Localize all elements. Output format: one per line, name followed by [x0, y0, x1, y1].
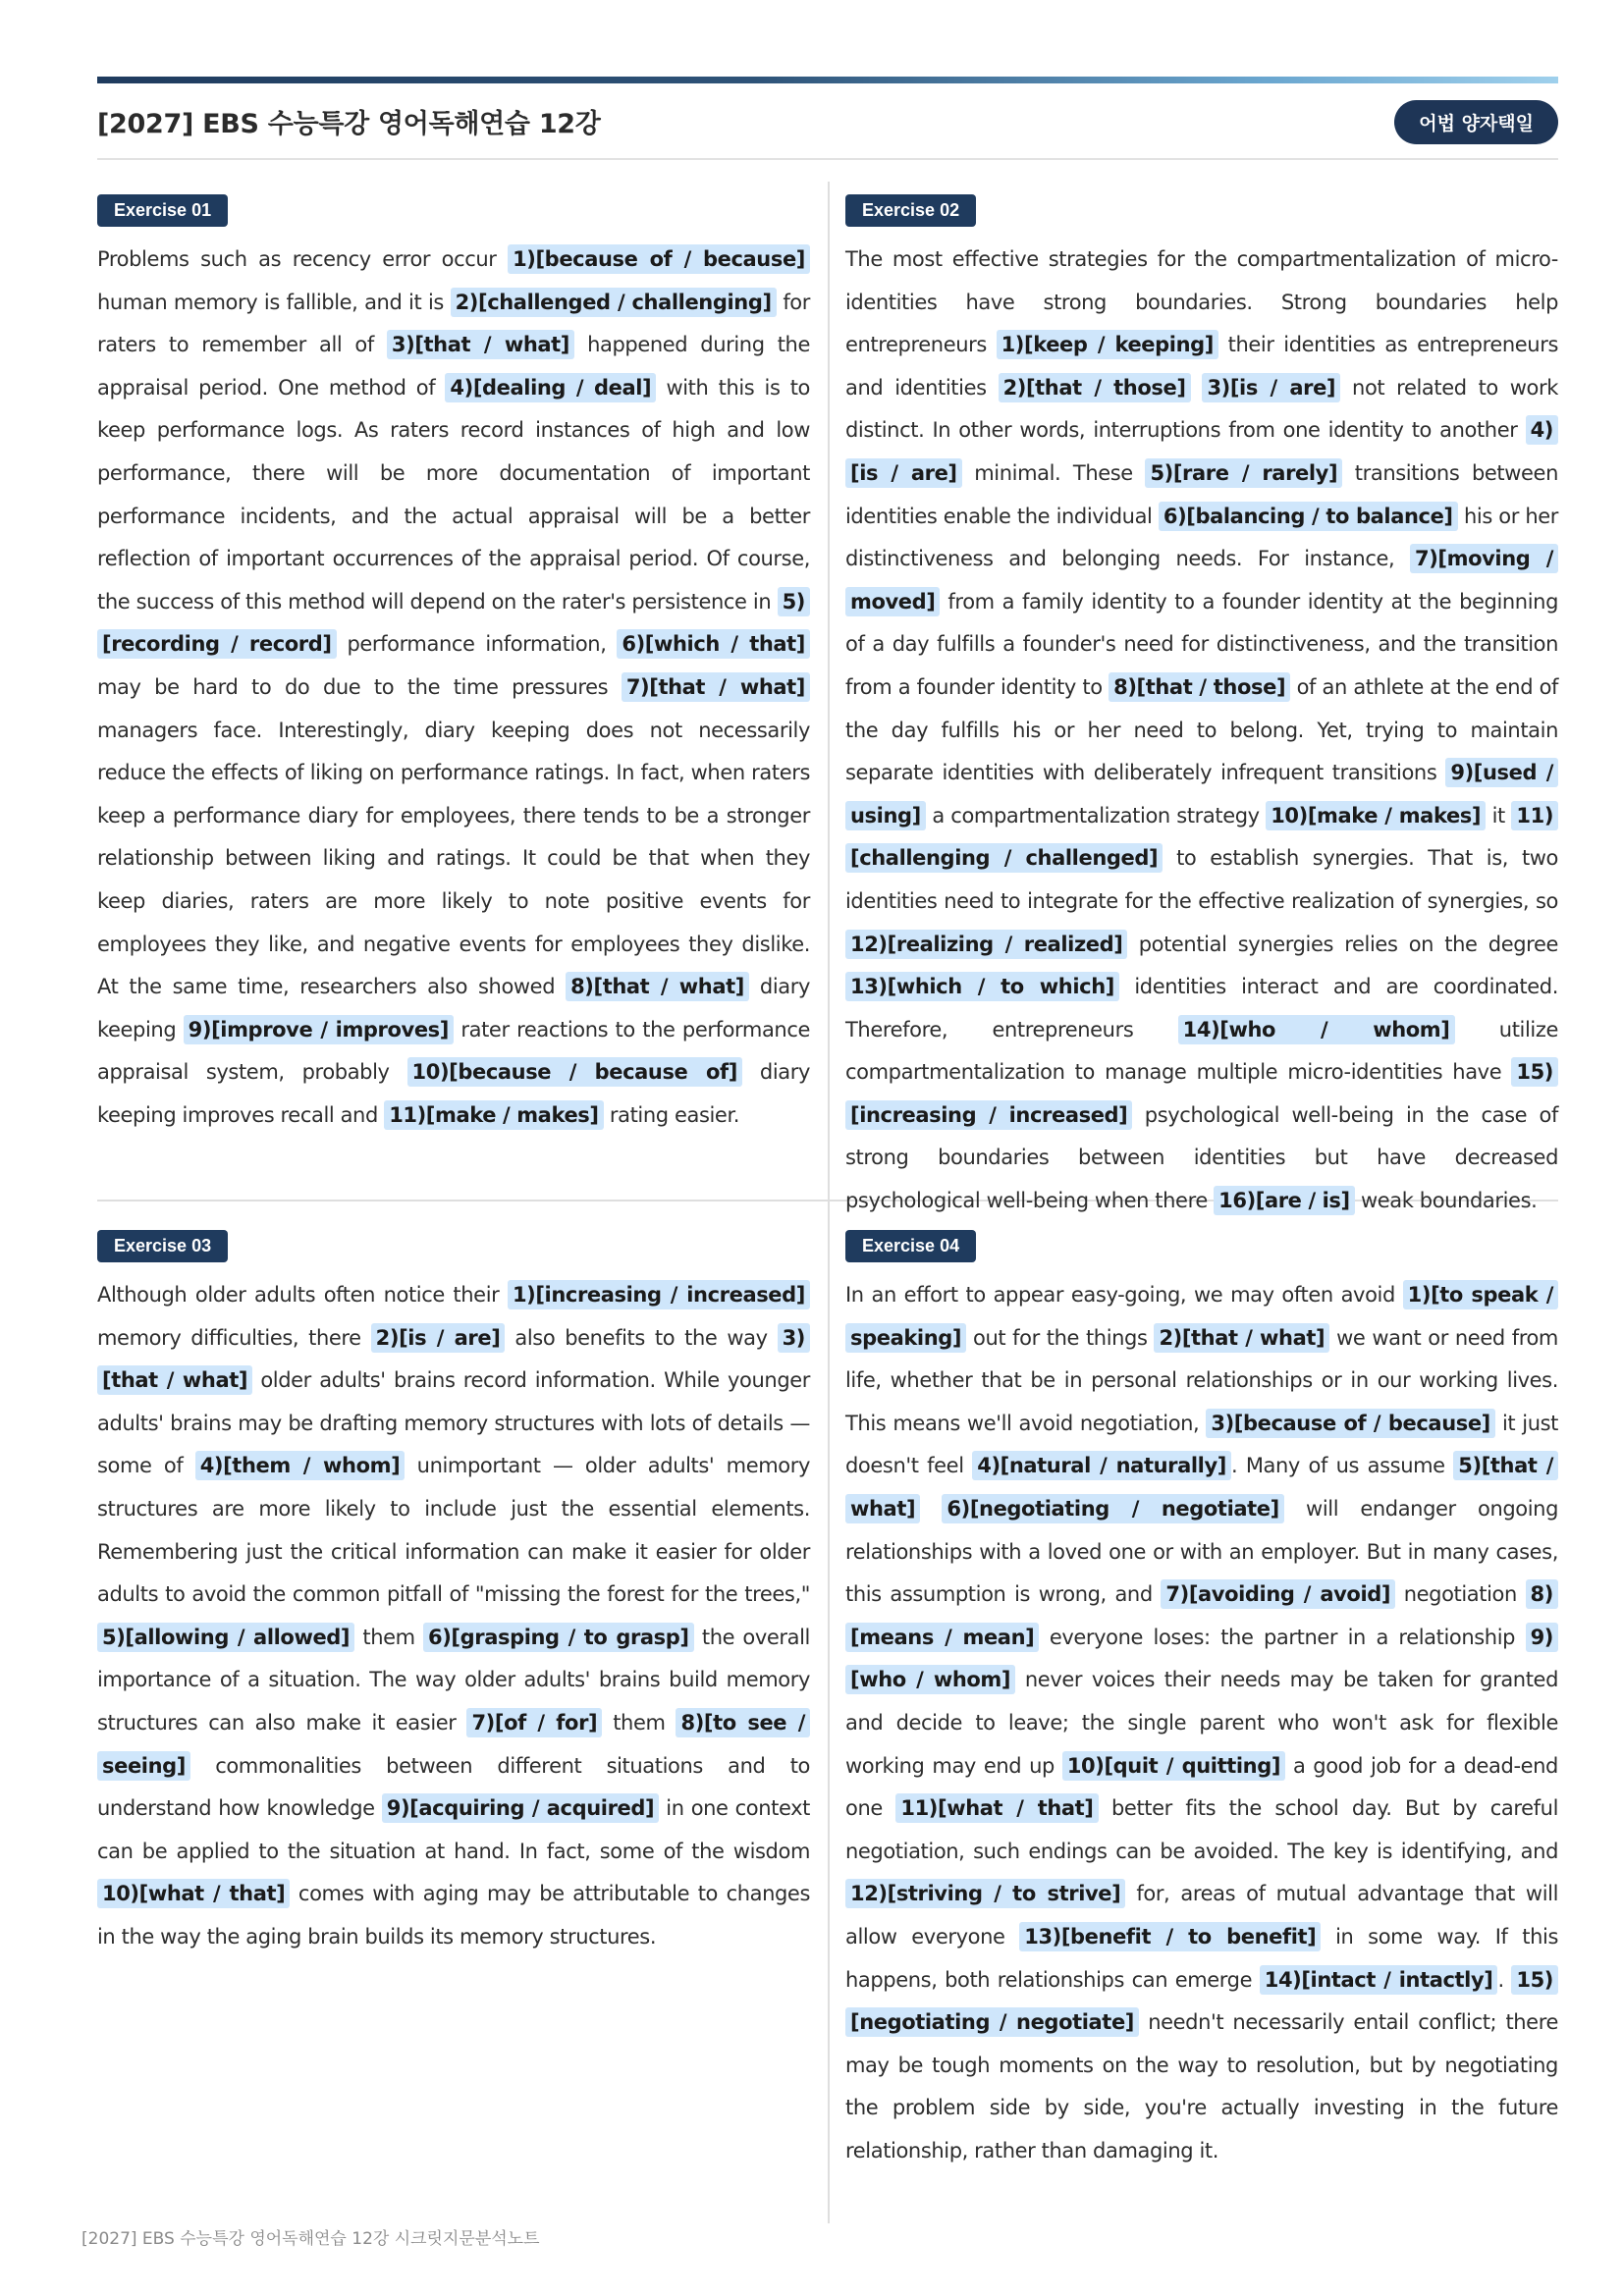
passage-text: human memory is fallible, and it is [97, 290, 451, 314]
grammar-choice-blank: 1)[keep / keeping] [997, 330, 1218, 359]
passage-text: rating easier. [603, 1102, 740, 1127]
passage-text [1191, 376, 1203, 400]
passage-text: comes with aging may be attributable to changes in the way the aging brain builds its memory structures. [97, 1882, 810, 1949]
grammar-choice-blank: 14)[intact / intactly] [1260, 1965, 1498, 1995]
grammar-choice-blank: 16)[are / is] [1214, 1186, 1355, 1215]
passage-text: for, areas of mutual advantage that will allow everyone [845, 1882, 1558, 1949]
grammar-choice-blank: 5)[rare / rarely] [1145, 458, 1342, 488]
grammar-choice-blank: 12)[realizing / realized] [845, 930, 1127, 959]
passage-text: weak boundaries. [1354, 1189, 1538, 1213]
exercise-label: Exercise 02 [845, 194, 976, 227]
grammar-choice-blank: 8)[that / what] [566, 972, 749, 1001]
passage-text: diary keeping [97, 975, 810, 1041]
grammar-choice-blank: 1)[to speak / speaking] [845, 1280, 1558, 1353]
passage-text: a compartmentalization strategy [925, 803, 1267, 828]
passage-text: potential synergies relies on the degree [1127, 932, 1558, 956]
exercise-02 [845, 194, 1558, 1223]
topic-badge: 어법 양자택일 [1394, 100, 1558, 144]
exercise-passage [845, 1274, 1558, 2172]
column-divider [828, 182, 830, 2223]
passage-text: them [354, 1625, 423, 1649]
grammar-choice-blank: 9)[improve / improves] [184, 1015, 454, 1044]
grammar-choice-blank: 15)[increasing / increased] [845, 1057, 1558, 1130]
passage-text: identities interact and are coordinated. Therefore, entrepreneurs [845, 975, 1558, 1041]
passage-text: unimportant — older adults' memory structures are more likely to include just the essential elements. Remembering just the critical information can make it easier for older adults to avoid the common pitfall of "missing the forest for the trees," [97, 1454, 810, 1607]
passage-text: of an athlete at the end of the day fulfills his or her need to belong. Yet, trying to maintain separate identities with deliberately infrequent transitions [845, 674, 1559, 785]
grammar-choice-blank: 5)[recording / record] [97, 587, 810, 660]
passage-text: to establish synergies. That is, two identities need to integrate for the effective realization of synergies, so [845, 846, 1558, 913]
passage-text: the overall importance of a situation. The way older adults' brains build memory structures can also make it easier [97, 1625, 810, 1735]
exercise-passage [97, 239, 810, 1137]
passage-text: from a family identity to a founder identity at the beginning of a day fulfills a founder's need for distinctiveness, and the transition from a founder identity to [845, 589, 1558, 699]
grammar-choice-blank: 8)[means / mean] [845, 1579, 1558, 1652]
passage-text: in one context can be applied to the situation at hand. In fact, some of the wisdom [97, 1796, 810, 1863]
passage-text: . [1497, 1967, 1512, 1992]
grammar-choice-blank: 7)[that / what] [622, 672, 810, 702]
grammar-choice-blank: 1)[increasing / increased] [508, 1280, 810, 1309]
grammar-choice-blank: 10)[quit / quitting] [1062, 1751, 1285, 1781]
grammar-choice-blank: 7)[moving / moved] [845, 544, 1558, 616]
grammar-choice-blank: 13)[which / to which] [845, 972, 1119, 1001]
passage-text: also benefits to the way [505, 1325, 778, 1350]
grammar-choice-blank: 4)[is / are] [845, 415, 1558, 488]
passage-text: with this is to keep performance logs. As raters record instances of high and low performance, there will be more documentation of important performance incidents, and the actual appraisal will be a better reflection of important occurrences of the appraisal period. Of course, the success of this method will depend on the rater's persistence in [97, 375, 811, 614]
passage-text: everyone loses: the partner in a relationship [1039, 1625, 1526, 1649]
exercise-passage [845, 239, 1558, 1223]
passage-text: . Many of us assume [1230, 1454, 1454, 1478]
passage-text: utilize compartmentalization to manage multiple micro-identities have [845, 1017, 1558, 1085]
passage-text: negotiation [1395, 1582, 1526, 1607]
passage-text: their identities as entrepreneurs and identities [845, 333, 1558, 400]
grammar-choice-blank: 9)[used / using] [845, 758, 1558, 830]
passage-text: out for the things [966, 1325, 1155, 1350]
grammar-choice-blank: 9)[who / whom] [845, 1623, 1558, 1695]
grammar-choice-blank: 14)[who / whom] [1178, 1015, 1455, 1044]
passage-text: them [602, 1710, 676, 1735]
page-header [97, 98, 1558, 157]
grammar-choice-blank: 6)[grasping / to grasp] [423, 1623, 694, 1652]
grammar-choice-blank: 6)[negotiating / negotiate] [942, 1494, 1283, 1523]
grammar-choice-blank: 12)[striving / to strive] [845, 1879, 1125, 1908]
passage-text: not related to work distinct. In other words, interruptions from one identity to another [845, 375, 1558, 443]
grammar-choice-blank: 6)[which / that] [617, 629, 810, 659]
passage-text [920, 1497, 942, 1521]
grammar-choice-blank: 10)[because / because of] [407, 1057, 742, 1087]
grammar-choice-blank: 2)[that / those] [999, 373, 1191, 402]
grammar-choice-blank: 7)[of / for] [466, 1708, 602, 1737]
passage-text: it [1486, 803, 1512, 828]
passage-text: never voices their needs may be taken for granted and decide to leave; the single parent who won't ask for flexible working may end up [845, 1668, 1558, 1778]
passage-text: managers face. Interestingly, diary keeping does not necessarily reduce the effects of liking on performance ratings. In fact, when raters keep a performance diary for employees, there tends to be a stronger relationship between liking and ratings. It could be that when they keep diaries, raters are more likely to note positive events for employees they like, and negative events for employees they dislike. At the same time, researchers also showed [97, 718, 810, 999]
passage-text: transitions between identities enable the individual [845, 460, 1558, 528]
passage-text: it just doesn't feel [845, 1411, 1558, 1478]
grammar-choice-blank: 3)[is / are] [1202, 373, 1340, 402]
grammar-choice-blank: 2)[challenged / challenging] [451, 288, 777, 317]
page-title: [2027] EBS 수능특강 영어독해연습 12강 [97, 109, 601, 139]
passage-text: may be hard to do due to the time pressures [97, 674, 622, 699]
grammar-choice-blank: 3)[that / what] [97, 1323, 810, 1396]
grammar-choice-blank: 13)[benefit / to benefit] [1019, 1922, 1321, 1951]
grammar-choice-blank: 8)[to see / seeing] [97, 1708, 810, 1781]
passage-text: needn't necessarily entail conflict; there may be tough moments on the way to resolution, but by negotiating the problem side by side, you're actually investing in the future relationship, rather than damaging it. [845, 2010, 1558, 2163]
exercise-label: Exercise 04 [845, 1230, 976, 1262]
grammar-choice-blank: 1)[because of / because] [508, 244, 810, 274]
passage-text: better fits the school day. But by careful negotiation, such endings can be avoided. The key is identifying, and [845, 1796, 1558, 1863]
passage-text: memory difficulties, there [97, 1325, 371, 1350]
passage-text: The most effective strategies for the compartmentalization of micro-identities have strong boundaries. Strong boundaries help entrepreneurs [845, 247, 1558, 357]
grammar-choice-blank: 2)[is / are] [371, 1323, 506, 1353]
grammar-choice-blank: 15)[negotiating / negotiate] [845, 1965, 1558, 2038]
passage-text: In an effort to appear easy-going, we may often avoid [845, 1283, 1403, 1307]
grammar-choice-blank: 5)[allowing / allowed] [97, 1623, 354, 1652]
passage-text: in some way. If this happens, both relationships can emerge [845, 1924, 1558, 1992]
exercise-01 [97, 194, 810, 1137]
page-footer: [2027] EBS 수능특강 영어독해연습 12강 시크릿지문분석노트 [81, 2229, 540, 2249]
grammar-choice-blank: 3)[because of / because] [1206, 1409, 1495, 1438]
passage-text: a good job for a dead-end one [845, 1753, 1558, 1821]
passage-text: Problems such as recency error occur [97, 247, 509, 271]
grammar-choice-blank: 4)[dealing / deal] [445, 373, 656, 402]
top-accent-bar [97, 77, 1558, 83]
exercise-label: Exercise 03 [97, 1230, 228, 1262]
exercise-passage [97, 1274, 810, 1959]
passage-text: for raters to remember all of [97, 290, 810, 357]
passage-text: diary keeping improves recall and [97, 1060, 810, 1127]
passage-text: happened during the appraisal period. One method of [97, 333, 810, 400]
grammar-choice-blank: 11)[what / that] [895, 1793, 1098, 1823]
grammar-choice-blank: 4)[them / whom] [195, 1451, 406, 1480]
grammar-choice-blank: 7)[avoiding / avoid] [1161, 1579, 1395, 1609]
grammar-choice-blank: 5)[that / what] [845, 1451, 1558, 1523]
passage-text: commonalities between different situations and to understand how knowledge [97, 1753, 810, 1821]
grammar-choice-blank: 3)[that / what] [387, 330, 574, 359]
passage-text: rater reactions to the performance appraisal system, probably [97, 1017, 810, 1085]
passage-text: performance information, [336, 632, 618, 657]
passage-text: minimal. These [961, 460, 1146, 485]
grammar-choice-blank: 10)[make / makes] [1266, 801, 1486, 830]
passage-text: will endanger ongoing relationships with a loved one or with an employer. But in many cases, this assumption is wrong, and [845, 1496, 1559, 1607]
grammar-choice-blank: 10)[what / that] [97, 1879, 290, 1908]
grammar-choice-blank: 11)[challenging / challenged] [845, 801, 1558, 874]
grammar-choice-blank: 4)[natural / naturally] [972, 1451, 1231, 1480]
passage-text: older adults' brains record information. While younger adults' brains may be drafting memory structures with lots of details — some of [97, 1368, 810, 1478]
passage-text: we want or need from life, whether that be in personal relationships or in our working lives. This means we'll avoid negotiation, [845, 1325, 1558, 1435]
exercise-04 [845, 1230, 1558, 2172]
passage-text: his or her distinctiveness and belonging needs. For instance, [845, 504, 1558, 571]
grammar-choice-blank: 8)[that / those] [1109, 672, 1290, 702]
passage-text: psychological well-being in the case of strong boundaries between identities but have decreased psychological well-being when there [845, 1102, 1558, 1213]
passage-text: Although older adults often notice their [97, 1283, 508, 1307]
grammar-choice-blank: 2)[that / what] [1154, 1323, 1329, 1353]
exercise-label: Exercise 01 [97, 194, 228, 227]
grammar-choice-blank: 9)[acquiring / acquired] [382, 1793, 659, 1823]
header-divider [97, 158, 1558, 160]
grammar-choice-blank: 11)[make / makes] [384, 1100, 603, 1130]
exercise-03 [97, 1230, 810, 1959]
grammar-choice-blank: 6)[balancing / to balance] [1159, 502, 1458, 531]
